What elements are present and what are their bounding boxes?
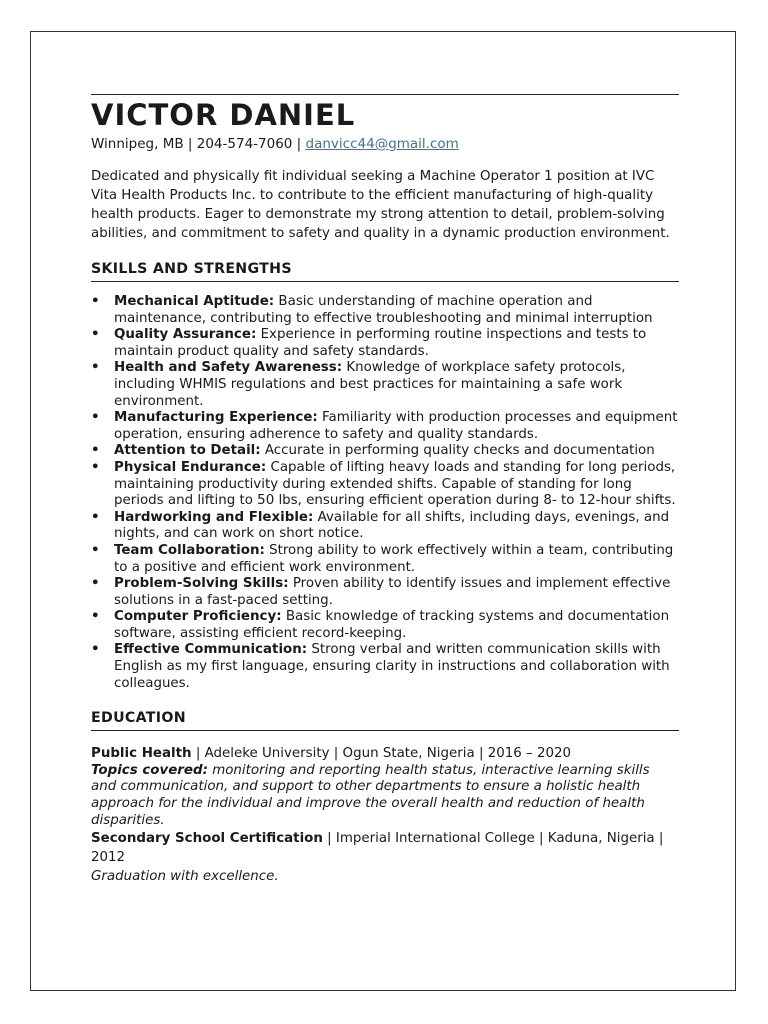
skill-item xyxy=(91,642,679,692)
skill-item xyxy=(91,510,679,543)
topics-label: Topics covered: xyxy=(91,762,208,778)
location: Winnipeg, MB xyxy=(91,136,184,152)
skill-item xyxy=(91,410,679,443)
skill-description: Experience in performing routine inspections and tests to maintain product quality and safety standards. xyxy=(114,327,647,359)
education-entry xyxy=(91,746,679,763)
education-section xyxy=(91,746,679,886)
email-link[interactable]: danvicc44@gmail.com xyxy=(305,136,459,152)
education-heading: EDUCATION xyxy=(91,709,679,731)
skill-label: Manufacturing Experience: xyxy=(114,410,318,426)
skill-item xyxy=(91,543,679,576)
summary-paragraph: Dedicated and physically fit individual seeking a Machine Operator 1 position at IVC Vita Health Products Inc. to contribute to the efficient manufacturing of high-quality health products. Eager to demonstrate my strong attention to detail, problem-solving abilities, and commitment to safety and quality in a dynamic production environment. xyxy=(91,169,670,241)
topics-covered xyxy=(91,763,679,829)
skill-label: Hardworking and Flexible: xyxy=(114,509,314,525)
skill-item xyxy=(91,443,679,460)
skill-description: Knowledge of workplace safety protocols, including WHMIS regulations and best practices for maintaining a safe work environment. xyxy=(114,360,626,409)
education-note: Graduation with excellence. xyxy=(91,869,279,885)
skill-label: Quality Assurance: xyxy=(114,327,257,343)
candidate-name: VICTOR DANIEL xyxy=(91,98,356,132)
skill-description: Strong verbal and written communication skills with English as my first language, ensuring clarity in instructions and collaboration with colleagues. xyxy=(114,642,670,691)
skill-description: Capable of lifting heavy loads and standing for long periods, maintaining productivity during extended shifts. Capable of standing for long periods and lifting to 50 lbs, ensuring efficient operation during 8- to 12-hour shifts. xyxy=(114,459,676,509)
skill-item xyxy=(91,327,679,360)
skill-item xyxy=(91,609,679,642)
resume-content xyxy=(91,94,679,886)
bullet-icon: • xyxy=(91,327,100,343)
resume-page xyxy=(30,31,736,991)
bullet-icon: • xyxy=(91,509,100,525)
top-divider xyxy=(91,94,679,95)
skill-description: Basic understanding of machine operation and maintenance, contributing to effective troubleshooting and minimal interruption xyxy=(114,294,653,326)
bullet-icon: • xyxy=(91,542,100,558)
contact-separator: | xyxy=(183,136,197,152)
skill-item xyxy=(91,294,679,327)
contact-separator: | xyxy=(292,136,306,152)
skill-description: Strong ability to work effectively within a team, contributing to a positive and efficient work environment. xyxy=(114,542,674,575)
skill-label: Mechanical Aptitude: xyxy=(114,294,275,309)
skill-description: Available for all shifts, including days, evenings, and nights, and can work on short notice. xyxy=(114,509,670,542)
bullet-icon: • xyxy=(91,443,100,459)
skill-label: Team Collaboration: xyxy=(114,542,265,558)
skill-label: Attention to Detail: xyxy=(114,443,261,459)
degree-title: Public Health xyxy=(91,746,192,762)
skill-label: Computer Proficiency: xyxy=(114,609,282,625)
skill-label: Physical Endurance: xyxy=(114,459,267,475)
degree-details: | Adeleke University | Ogun State, Nigeria | 2016 – 2020 xyxy=(191,746,572,762)
skills-list xyxy=(91,294,679,692)
contact-line xyxy=(91,134,679,154)
bullet-icon: • xyxy=(91,360,100,376)
skill-label: Health and Safety Awareness: xyxy=(114,360,343,376)
skill-label: Problem-Solving Skills: xyxy=(114,576,289,592)
skill-description: Accurate in performing quality checks and documentation xyxy=(260,443,655,459)
bullet-icon: • xyxy=(91,609,100,625)
skill-item xyxy=(91,460,679,510)
education-entry xyxy=(91,829,679,867)
bullet-icon: • xyxy=(91,642,100,658)
bullet-icon: • xyxy=(91,576,100,592)
bullet-icon: • xyxy=(91,410,100,426)
skill-description: Basic knowledge of tracking systems and documentation software, assisting efficient record-keeping. xyxy=(114,609,670,641)
bullet-icon: • xyxy=(91,294,100,309)
skill-label: Effective Communication: xyxy=(114,642,308,658)
degree-details: | Imperial International College | Kaduna, Nigeria | 2012 xyxy=(91,831,664,866)
topics-text: monitoring and reporting health status, interactive learning skills and communication, and support to other departments to ensure a holistic health approach for the individual and improve the overall health and reduction of health disparities. xyxy=(91,762,650,828)
skill-description: Proven ability to identify issues and implement effective solutions in a fast-paced setting. xyxy=(114,576,671,608)
skill-item xyxy=(91,360,679,410)
skill-item xyxy=(91,576,679,609)
skills-heading: SKILLS AND STRENGTHS xyxy=(91,260,679,282)
degree-title: Secondary School Certification xyxy=(91,831,323,847)
bullet-icon: • xyxy=(91,459,100,475)
skill-description: Familiarity with production processes and equipment operation, ensuring adherence to safety and quality standards. xyxy=(114,410,678,442)
phone-number: 204-574-7060 xyxy=(196,136,293,152)
